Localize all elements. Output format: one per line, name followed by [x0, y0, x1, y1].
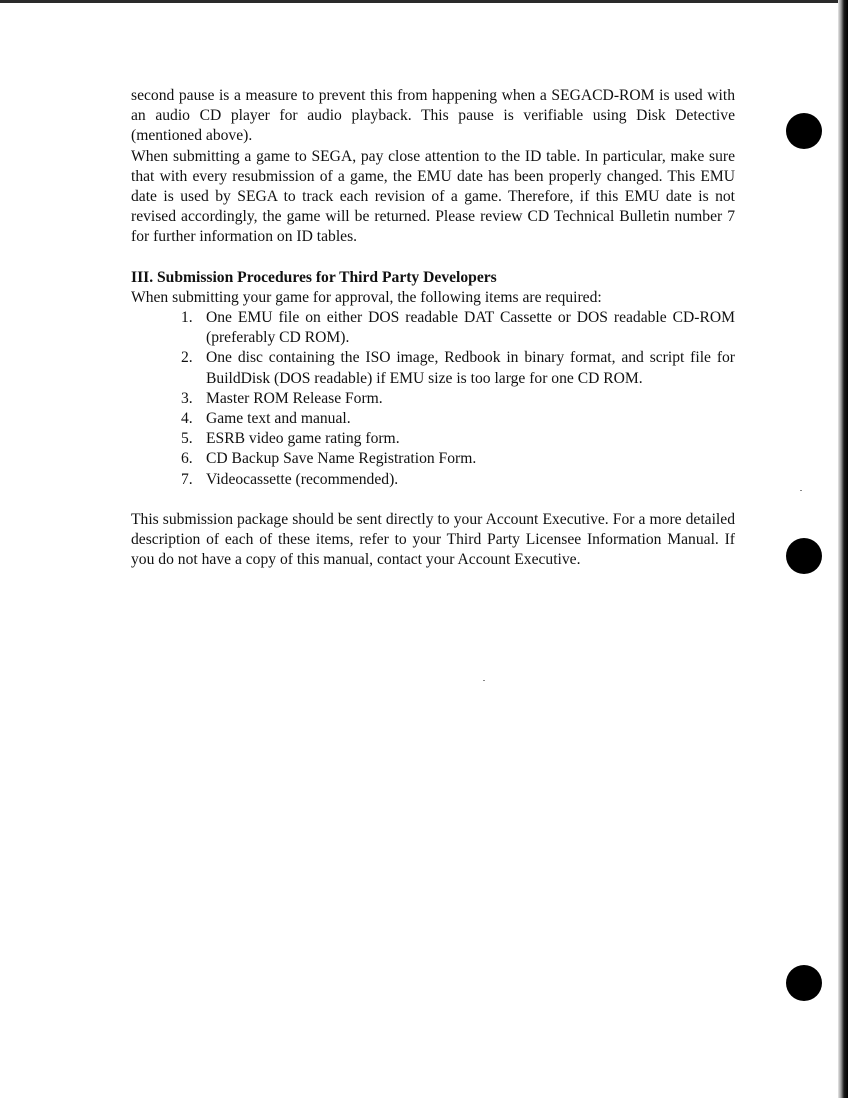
requirements-list [131, 308, 735, 490]
punch-hole-top [786, 113, 822, 149]
list-item-number: 4. [181, 410, 193, 428]
list-item-number: 3. [181, 389, 193, 407]
list-item [131, 449, 735, 469]
list-item-text: CD Backup Save Name Registration Form. [206, 450, 477, 468]
list-item [131, 470, 735, 490]
list-item [131, 348, 735, 388]
closing-paragraph: This submission package should be sent directly to your Account Executive. For a more detailed description of each of these items, refer to your Third Party Licensee Information Manual. If you do not have a copy of this manual, contact your Account Executive. [131, 510, 735, 569]
document-body [131, 86, 735, 570]
list-item-number: 2. [181, 349, 193, 367]
list-item-number: 6. [181, 450, 193, 468]
list-item [131, 308, 735, 348]
section-intro: When submitting your game for approval, the following items are required: [131, 288, 602, 306]
list-item-text: One EMU file on either DOS readable DAT Cassette or DOS readable CD-ROM (preferably CD ROM). [206, 309, 735, 347]
list-item-text: Videocassette (recommended). [206, 470, 399, 488]
scan-speck [483, 680, 485, 681]
list-item-number: 1. [181, 309, 193, 327]
scan-top-edge [0, 0, 848, 3]
list-item [131, 409, 735, 429]
list-item-text: Master ROM Release Form. [206, 389, 383, 407]
list-item-text: ESRB video game rating form. [206, 430, 400, 448]
punch-hole-bottom [786, 965, 822, 1001]
scan-right-edge [838, 0, 848, 1098]
paragraph-pause-note: second pause is a measure to prevent this from happening when a SEGACD-ROM is used with an audio CD player for audio playback. This pause is verifiable using Disk Detective (mentioned above). [131, 87, 735, 145]
scan-speck [800, 490, 802, 491]
list-item-number: 7. [181, 470, 193, 488]
paragraph-id-table: When submitting a game to SEGA, pay close attention to the ID table. In particular, make sure that with every resubmission of a game, the EMU date has been properly changed. This EMU date is used by SEGA to track each revision of a game. Therefore, if this EMU date is not revised accordingly, the game will be returned. Please review CD Technical Bulletin number 7 for further information on ID tables. [131, 147, 735, 246]
list-item-text: One disc containing the ISO image, Redbook in binary format, and script file for BuildDisk (DOS readable) if EMU size is too large for one CD ROM. [206, 349, 735, 387]
list-item-text: Game text and manual. [206, 410, 351, 428]
punch-hole-middle [786, 538, 822, 574]
list-item-number: 5. [181, 430, 193, 448]
section-heading: III. Submission Procedures for Third Party Developers [131, 268, 497, 286]
list-item [131, 389, 735, 409]
list-item [131, 429, 735, 449]
